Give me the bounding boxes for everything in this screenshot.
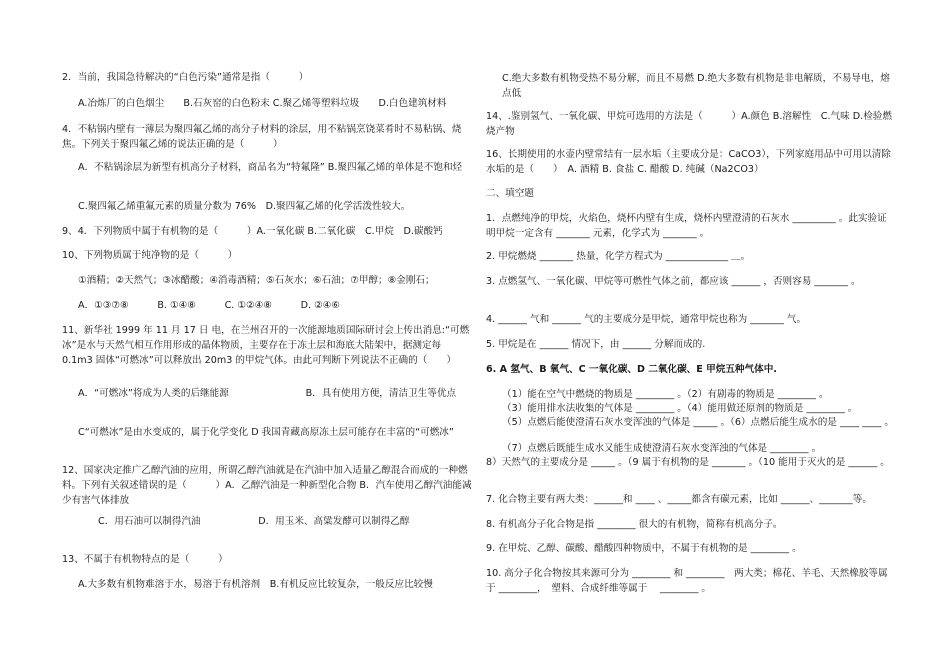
fill-7: 7. 化合物主要有两大类：______和 ____ 、_____都含有碳元素，比如 ______、_______等。: [486, 494, 872, 505]
fill-2: 2. 甲烷燃烧 _______ 热量，化学方程式为 _____________ ＿。: [486, 251, 751, 262]
question-13: 13、不属于有机物特点的是（ ）: [62, 554, 228, 565]
question-11: 11、新华社 1999 年 11 月 17 日 电，在兰州召开的一次能源地质国际研讨会上传出消息:“可燃冰”是水与天然气相互作用形成的晶体物质，主要存在于冻土层和海底大陆架中，据测定每 0.1m3 固体“可燃冰”可以释放出 20m3 的甲烷气体。由此可判断下列说法不正确的（ ）: [62, 325, 470, 366]
question-16: 16、长期使用的水壶内壁常结有一层水垢（主要成分是：CaCO3），下列家庭用品中可用以清除水垢的是（ ） A. 酒精 B. 食盐 C. 醋酸 D. 纯碱（Na2CO3）: [486, 149, 891, 175]
question-11-options-ab: A．“可燃冰”将成为人类的后继能源 B．具有使用方便，清洁卫生等优点: [78, 388, 457, 399]
fill-6-part-3-4: （3）能用排水法收集的气体是 ________ 。（4）能用做还原剂的物质是 ________ 。: [502, 403, 858, 414]
fill-8: 8. 有机高分子化合物是指 ________ 很大的有机物，简称有机高分子。: [486, 519, 783, 530]
question-4-options-ab: A．不粘锅涂层为新型有机高分子材料，商品名为“特氟隆” B.聚四氟乙烯的单体是不饱和烃: [78, 162, 463, 173]
fill-4: 4. ______ 气和 ______ 气的主要成分是甲烷，通常甲烷也称为 _______ 气。: [486, 314, 807, 325]
question-10: 10、下列物质属于纯净物的是（ ）: [62, 250, 238, 261]
fill-5: 5. 甲烷是在 ______ 情况下，由 ______ 分解而成的.: [486, 339, 706, 350]
question-12: 12、国家决定推广乙醇汽油的应用，所谓乙醇汽油就是在汽油中加入适量乙醇混合而成的一种燃料。下列有关叙述错误的是（ ）A．乙醇汽油是一种新型化合物 B．汽车使用乙醇汽油能减少有害气体排放: [62, 465, 472, 506]
fill-10: 10. 高分子化合物按其来源可分为 ________ 和 ________ 两大类；棉花、羊毛、天然橡胶等属于 ________， 塑料、合成纤维等属于 ________ 。: [486, 568, 888, 594]
fill-9: 9. 在甲烷、乙醇、碳酸、醋酸四种物质中，不属于有机物的是 ________ 。: [486, 543, 802, 554]
fill-6: 6. A 氢气、B 氧气、C 一氧化碳、D 二氧化碳、E 甲烷五种气体中.: [486, 364, 777, 375]
question-13-options-ab: A.大多数有机物难溶于水，易溶于有机溶剂 B.有机反应比较复杂，一般反应比较慢: [78, 579, 433, 590]
fill-6-part-7: （7）点燃后既能生成水又能生成使澄清石灰水变浑浊的气体是 ________ 。: [502, 443, 822, 454]
question-4-options-cd: C.聚四氟乙烯重氟元素的质量分数为 76% D.聚四氟乙烯的化学活泼性较大。: [78, 201, 411, 212]
question-14: 14、.鉴别氢气、一氧化碳、甲烷可选用的方法是（ ）A.颜色 B.溶解性 C.气味 D.检验燃烧产物: [486, 111, 892, 137]
question-10-options: A．①③⑦⑧ B. ①④⑧ C. ①②④⑧ D. ②④⑥: [78, 300, 340, 311]
question-12-options-cd: C．用石油可以制得汽油 D．用玉米、高粱发酵可以制得乙醇: [98, 516, 410, 527]
fill-1: 1．点燃纯净的甲烷，火焰色，烧杯内壁有生成，烧杯内壁澄清的石灰水 _________ 。此实验证明甲烷一定含有 _______ 元素，化学式为 _______ 。: [486, 213, 887, 239]
fill-6-part-5-6: （5）点燃后能使澄清石灰水变浑浊的气体是 _____ 。（6）点燃后能生成水的是 ____ ____ 。: [502, 417, 895, 428]
question-2: 2．当前，我国急待解决的“白色污染”通常是指（ ）: [62, 72, 309, 83]
question-10-items: ①酒精；②天然气；③冰醋酸；④消毒酒精；⑤石灰水；⑥石油；⑦甲醇；⑧金刚石；: [78, 275, 435, 286]
fill-3: 3. 点燃氢气、一氧化碳、甲烷等可燃性气体之前，都应该 ______ ，否则容易 _______ 。: [486, 276, 861, 287]
fill-6-part-1-2: （1）能在空气中燃烧的物质是 ________ 。（2）有剧毒的物质是 ________ 。: [502, 389, 829, 400]
question-2-options: A.冶炼厂的白色烟尘 B.石灰窑的白色粉末 C.聚乙烯等塑料垃圾 D.白色建筑材料: [78, 98, 447, 109]
question-4: 4．不粘锅内壁有一薄层为聚四氟乙烯的高分子材料的涂层，用不粘锅烹饶菜肴时不易粘锅、烧焦。下列关于聚四氟乙烯的说法正确的是（ ）: [62, 124, 462, 150]
question-13-options-cd: C.绝大多数有机物受热不易分解，而且不易燃 D.绝大多数有机物是非电解质，不易导电，熔点低: [502, 73, 890, 99]
question-11-options-cd: C“可燃冰”是由水变成的，属于化学变化 D 我国青藏高原冻土层可能存在丰富的“可燃冰”: [78, 427, 454, 438]
question-9: 9、4．下列物质中属于有机物的是（ ）A.一氧化碳 B.二氧化碳 C.甲烷 D.碳酸钙: [62, 226, 443, 237]
section-fill-in-title: 二、填空题: [486, 188, 534, 199]
fill-6-part-8-10: 8）天然气的主要成分是 _____ 。（9 属于有机物的是 _______ 。（10 能用于灭火的是 ______ 。: [486, 457, 890, 468]
